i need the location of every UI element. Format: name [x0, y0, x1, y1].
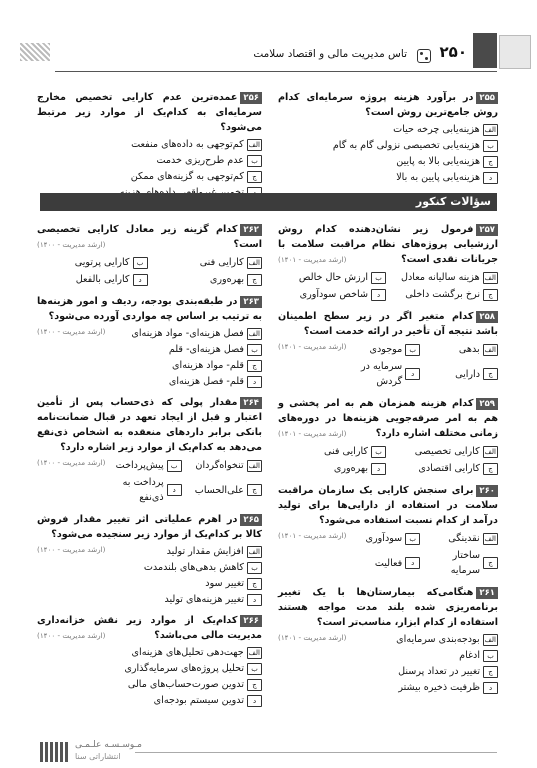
option-text: کارایی اقتصادی	[418, 463, 480, 474]
option-letter: ج	[247, 679, 262, 691]
option	[278, 287, 386, 302]
question-text: کدام گزینه زیر معادل کارایی تخصیصی است؟	[37, 224, 262, 250]
option: الف هزینه‌یابی چرخه حیات	[393, 124, 496, 135]
option-letter: ب	[405, 533, 420, 545]
option-text: تدوین صورت‌حساب‌های مالی	[127, 679, 244, 690]
option	[186, 458, 262, 473]
option-text: جهت‌دهی تحلیل‌های هزینه‌ای	[131, 647, 244, 658]
option	[278, 680, 498, 695]
option	[37, 576, 262, 591]
question-number: ۲۶۱	[476, 587, 498, 599]
option-letter: ب	[133, 257, 148, 269]
source-note: (ارشد مدیریت - ۱۴۰۰)	[37, 631, 106, 640]
option	[152, 255, 263, 270]
question-۲۶۶	[37, 613, 262, 708]
option-text: ساختار سرمایه	[450, 550, 480, 576]
option: د هزینه‌یابی پایین به بالا	[278, 170, 498, 185]
option	[346, 531, 420, 546]
option	[37, 677, 262, 692]
option	[37, 560, 262, 575]
question-number: ۲۶۳	[240, 296, 262, 308]
question-text: فرمول زیر نشان‌دهنده کدام روش ارزشیابی پروژه‌های نظام مراقبت سلامت با جریانات نقدی است؟	[278, 224, 498, 265]
question-number: ۲۵۵	[476, 92, 498, 104]
option-text: سودآوری	[365, 533, 403, 544]
question-text: برای سنجش کارایی یک سازمان مراقبت سلامت در استفاده از دارایی‌ها برای تولید درآمد از کدام نسبت استفاده می‌شود؟	[278, 485, 498, 526]
option-text: موجودی	[369, 344, 403, 355]
option-letter: د	[483, 682, 498, 694]
question-text: در طبقه‌بندی بودجه، ردیف و امور هزینه‌ها به ترتیب بر اساس چه مواردی آورده می‌شود؟	[37, 296, 262, 322]
option-text: کارایی فنی	[199, 257, 244, 268]
header-tab	[499, 35, 531, 69]
option-text: قلم- مواد هزینه‌ای	[172, 360, 244, 371]
option-text: تغییر هزینه‌های تولید	[164, 594, 244, 605]
section-banner: سؤالات کنکور	[40, 193, 497, 211]
right-column	[278, 222, 498, 701]
question-number: ۲۵۸	[476, 311, 498, 323]
option	[105, 458, 181, 473]
question-number: ۲۶۴	[240, 397, 262, 409]
option-letter: الف	[248, 258, 260, 267]
question-text: کدام‌یک از موارد زیر نقش خزانه‌داری مدیریت مالی می‌باشد؟	[37, 615, 262, 641]
source-note: (ارشد مدیریت - ۱۴۰۱)	[278, 342, 347, 351]
option-letter: ج	[247, 578, 262, 590]
option-letter: د	[371, 289, 386, 301]
question-number: ۲۵۶	[240, 92, 262, 104]
source-note: (ارشد مدیریت - ۱۴۰۰)	[37, 458, 106, 467]
option-text: تحلیل پروژه‌های سرمایه‌گذاری	[124, 663, 244, 674]
page-number: ۲۵۰	[439, 43, 467, 61]
option-letter: الف	[248, 461, 260, 470]
option-text: تدوین سیستم بودجه‌ای	[153, 695, 244, 706]
option	[278, 270, 386, 285]
question-number: ۲۶۰	[476, 485, 498, 497]
option-text: تغییر در تعداد پرسنل	[398, 666, 480, 677]
question-number: ۲۵۹	[476, 398, 498, 410]
question-۲۶۰	[278, 483, 498, 579]
option-text: بدهی	[458, 344, 480, 355]
option-text: تغییر سود	[205, 578, 244, 589]
header-marker	[473, 33, 497, 68]
option	[424, 548, 498, 578]
option-letter: د	[405, 368, 420, 380]
question-۲۵۸	[278, 309, 498, 390]
source-note: (ارشد مدیریت - ۱۴۰۰)	[37, 327, 106, 336]
footer-rule	[135, 752, 497, 753]
option-text: کارایی تخصیصی	[414, 446, 480, 457]
option: ب هزینه‌یابی تخصیصی نزولی گام به گام	[278, 138, 498, 153]
question-۲۵۹	[278, 396, 498, 477]
option	[346, 632, 498, 647]
option-text: نقدینگی	[448, 533, 480, 544]
option-letter: ب	[371, 272, 386, 284]
option: ب عدم طرح‌ریزی خدمت	[37, 153, 262, 168]
option-text: هزینه سالیانه معادل	[401, 272, 480, 283]
question-۲۶۴	[37, 395, 262, 506]
question-255	[278, 90, 498, 191]
option	[424, 359, 498, 389]
dice-icon	[417, 49, 431, 63]
option	[37, 645, 262, 660]
question-number: ۲۶۲	[240, 224, 262, 236]
question-number: ۲۶۶	[240, 615, 262, 627]
page-header	[0, 35, 537, 85]
option	[37, 693, 262, 708]
option	[390, 287, 498, 302]
option-letter: الف	[484, 635, 496, 644]
option-letter: ج	[247, 360, 262, 372]
option-letter: ج	[247, 274, 262, 286]
option-text: پرداخت به ذی‌نفع	[122, 477, 164, 503]
option-letter: ج	[483, 463, 498, 475]
option-letter: ج	[483, 666, 498, 678]
question-text: در اهرم عملیاتی اثر تغییر مقدار فروش کالا بر کدام‌یک از موارد زیر سنجیده می‌شود؟	[37, 514, 262, 540]
source-note: (ارشد مدیریت - ۱۴۰۱)	[278, 255, 347, 264]
question-text: کدام متغیر اگر در زیر سطح اطمینان باشد نتیجه آن تأخیر در ارائه خدمت است؟	[278, 311, 498, 337]
option-letter: الف	[484, 534, 496, 543]
option-text: فصل هزینه‌ای- مواد هزینه‌ای	[131, 328, 244, 339]
running-title: تاس مدیریت مالی و اقتصاد سلامت	[253, 48, 407, 60]
option-letter: الف	[484, 447, 496, 456]
option-letter: ج	[483, 368, 498, 380]
option	[105, 326, 262, 341]
option	[346, 548, 420, 578]
option-letter: د	[371, 463, 386, 475]
option-letter: ب	[247, 663, 262, 675]
question-text: در برآورد هزینه پروژه سرمایه‌ای کدام روش جامع‌ترین روش است؟	[278, 92, 498, 118]
option	[278, 444, 386, 459]
header-ornament	[20, 43, 50, 61]
option-text: تنخواه‌گردان	[195, 460, 244, 471]
option-text: کارایی فنی	[324, 446, 368, 457]
question-text: کدام هزینه همزمان هم به امر پخشی و هم به امر صرفه‌جویی هزینه‌ها در دوره‌های زمانی مختلف اشاره دارد؟	[278, 398, 498, 439]
option-text: بودجه‌بندی سرمایه‌ای	[396, 634, 480, 645]
option	[186, 475, 262, 505]
option-text: کارایی پرتویی	[74, 257, 130, 268]
option	[37, 592, 262, 607]
option-letter: ب	[371, 446, 386, 458]
option	[424, 531, 498, 546]
question-number: ۲۶۵	[240, 514, 262, 526]
option-letter: ج	[247, 484, 262, 496]
question-۲۶۱	[278, 585, 498, 695]
question-256	[37, 90, 262, 206]
option-letter: الف	[248, 648, 260, 657]
option-letter: الف	[248, 329, 260, 338]
question-۲۶۲	[37, 222, 262, 288]
question-۲۶۳	[37, 294, 262, 389]
option-text: کارایی بالفعل	[75, 274, 130, 285]
option-letter: الف	[248, 547, 260, 556]
option-letter: ب	[247, 562, 262, 574]
option	[278, 664, 498, 679]
option	[346, 342, 420, 357]
option-text: بهره‌وری	[333, 463, 368, 474]
option-letter: د	[247, 594, 262, 606]
option-text: علی‌الحساب	[194, 484, 244, 496]
option-letter: د	[167, 484, 182, 496]
question-number: ۲۵۷	[476, 224, 498, 236]
option	[278, 648, 498, 663]
option-letter: الف	[484, 345, 496, 354]
option: الف کم‌توجهی به داده‌های منفعت	[131, 139, 260, 150]
option-text: دارایی	[455, 368, 480, 380]
option	[105, 475, 181, 505]
header-rule	[55, 71, 497, 72]
question-text: مقدار پولی که ذی‌حساب پس از تأمین اعتبار و قبل از ایجاد تعهد در قبال ضمانت‌نامه بانکی برابر دارد‌های منعقده به اشخاص ذی‌نفع می‌دهد به کدام‌یک از موارد زیر اشاره دارد؟	[37, 397, 262, 453]
option	[37, 374, 262, 389]
option	[346, 359, 420, 389]
option	[278, 461, 386, 476]
option-text: شاخص سودآوری	[299, 289, 368, 300]
option-letter: د	[247, 376, 262, 388]
option-letter: ب	[247, 344, 262, 356]
option: ج هزینه‌یابی بالا به پایین	[278, 154, 498, 169]
option-letter: ج	[483, 289, 498, 301]
option-text: فعالیت	[374, 557, 403, 569]
option	[390, 270, 498, 285]
option-letter: د	[247, 695, 262, 707]
question-۲۶۵	[37, 512, 262, 607]
source-note: (ارشد مدیریت - ۱۴۰۰)	[37, 240, 106, 249]
option-letter: د	[405, 557, 420, 569]
option-text: سرمایه در گردش	[361, 361, 403, 387]
question-text: هنگامی‌که بیمارستان‌ها با یک تغییر برنامه‌ریزی شده بلند مدت مواجه هستند استفاده از کدام ابزار، مناسب‌تر است؟	[278, 587, 498, 628]
option	[37, 358, 262, 373]
option-letter: ب	[483, 650, 498, 662]
option-text: نرخ برگشت داخلی	[405, 289, 480, 300]
option-text: ظرفیت ذخیره بیشتر	[398, 682, 480, 693]
option-text: کاهش بدهی‌های بلندمدت	[143, 562, 244, 573]
option	[390, 461, 498, 476]
page-footer	[0, 740, 537, 768]
option-text: ادغام	[459, 650, 480, 661]
option	[390, 444, 498, 459]
question-text: عمده‌ترین عدم کارایی تخصیص مخارج سرمایه‌ای به کدام‌یک از موارد زیر مرتبط می‌شود؟	[37, 92, 262, 133]
option-letter: ب	[167, 460, 182, 472]
option-text: ارزش حال خالص	[298, 272, 368, 283]
option	[37, 661, 262, 676]
option-letter: ب	[405, 344, 420, 356]
option	[37, 272, 148, 287]
option	[37, 255, 148, 270]
left-column	[37, 222, 262, 714]
source-note: (ارشد مدیریت - ۱۴۰۱)	[278, 633, 347, 642]
option	[152, 272, 263, 287]
option	[424, 342, 498, 357]
option-letter: د	[133, 274, 148, 286]
source-note: (ارشد مدیریت - ۱۴۰۱)	[278, 429, 347, 438]
option-text: فصل هزینه‌ای- قلم	[168, 344, 244, 355]
option-text: قلم- فصل هزینه‌ای	[168, 376, 244, 387]
option	[37, 342, 262, 357]
footer-ornament	[40, 742, 70, 762]
option-text: افزایش مقدار تولید	[166, 546, 244, 557]
option-letter: ج	[483, 557, 498, 569]
option-text: پیش‌پرداخت	[115, 460, 164, 471]
source-note: (ارشد مدیریت - ۱۴۰۰)	[37, 545, 106, 554]
publisher-name: مـوسـسـه علـمـی	[75, 740, 142, 750]
option-letter: الف	[484, 273, 496, 282]
option: ج کم‌توجهی به گزینه‌های ممکن	[37, 169, 262, 184]
option	[105, 544, 262, 559]
question-۲۵۷	[278, 222, 498, 303]
option-text: بهره‌وری	[209, 274, 244, 285]
publisher-sub: انتشاراتی سنا	[75, 752, 121, 761]
source-note: (ارشد مدیریت - ۱۴۰۱)	[278, 531, 347, 540]
